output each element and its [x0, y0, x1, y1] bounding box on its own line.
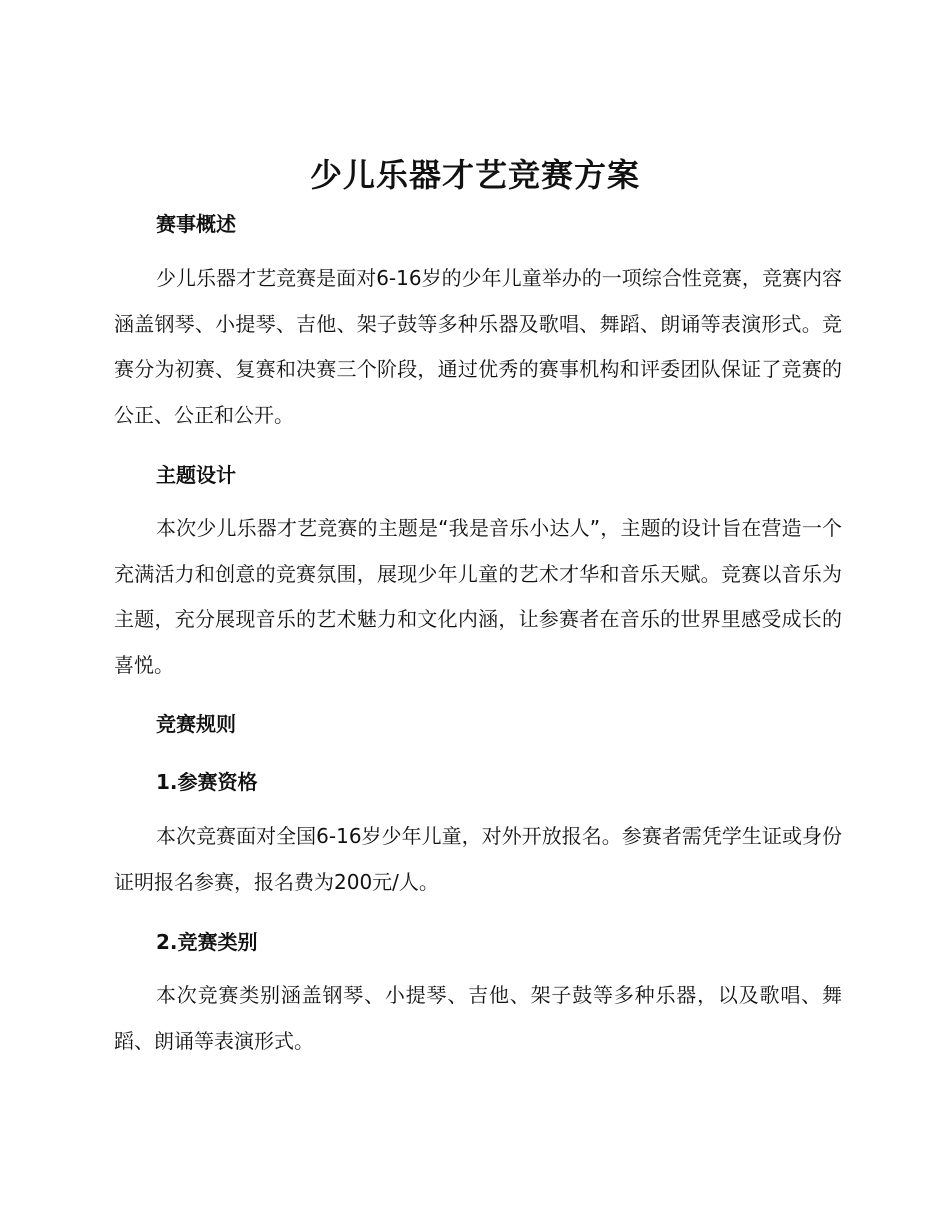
paragraph-eligibility: 本次竞赛面对全国6-16岁少年儿童，对外开放报名。参赛者需凭学生证或身份证明报名参赛，报名费为200元/人。 [114, 824, 842, 894]
paragraph-overview: 少儿乐器才艺竞赛是面对6-16岁的少年儿童举办的一项综合性竞赛，竞赛内容涵盖钢琴、小提琴、吉他、架子鼓等多种乐器及歌唱、舞蹈、朗诵等表演形式。竞赛分为初赛、复赛和决赛三个阶段，通过优秀的赛事机构和评委团队保证了竞赛的公正、公正和公开。 [114, 266, 842, 427]
section-heading-rules: 竞赛规则 [156, 712, 236, 736]
section-heading-overview: 赛事概述 [156, 212, 236, 236]
paragraph-categories: 本次竞赛类别涵盖钢琴、小提琴、吉他、架子鼓等多种乐器，以及歌唱、舞蹈、朗诵等表演形式。 [114, 983, 842, 1053]
document-title: 少儿乐器才艺竞赛方案 [309, 156, 640, 194]
paragraph-theme: 本次少儿乐器才艺竞赛的主题是“我是音乐小达人”，主题的设计旨在营造一个充满活力和创意的竞赛氛围，展现少年儿童的艺术才华和音乐天赋。竞赛以音乐为主题，充分展现音乐的艺术魅力和文化内涵，让参赛者在音乐的世界里感受成长的喜悦。 [114, 516, 842, 677]
section-heading-theme: 主题设计 [156, 463, 236, 487]
subheading-eligibility: 1.参赛资格 [156, 770, 258, 794]
subheading-categories: 2.竞赛类别 [156, 930, 258, 954]
